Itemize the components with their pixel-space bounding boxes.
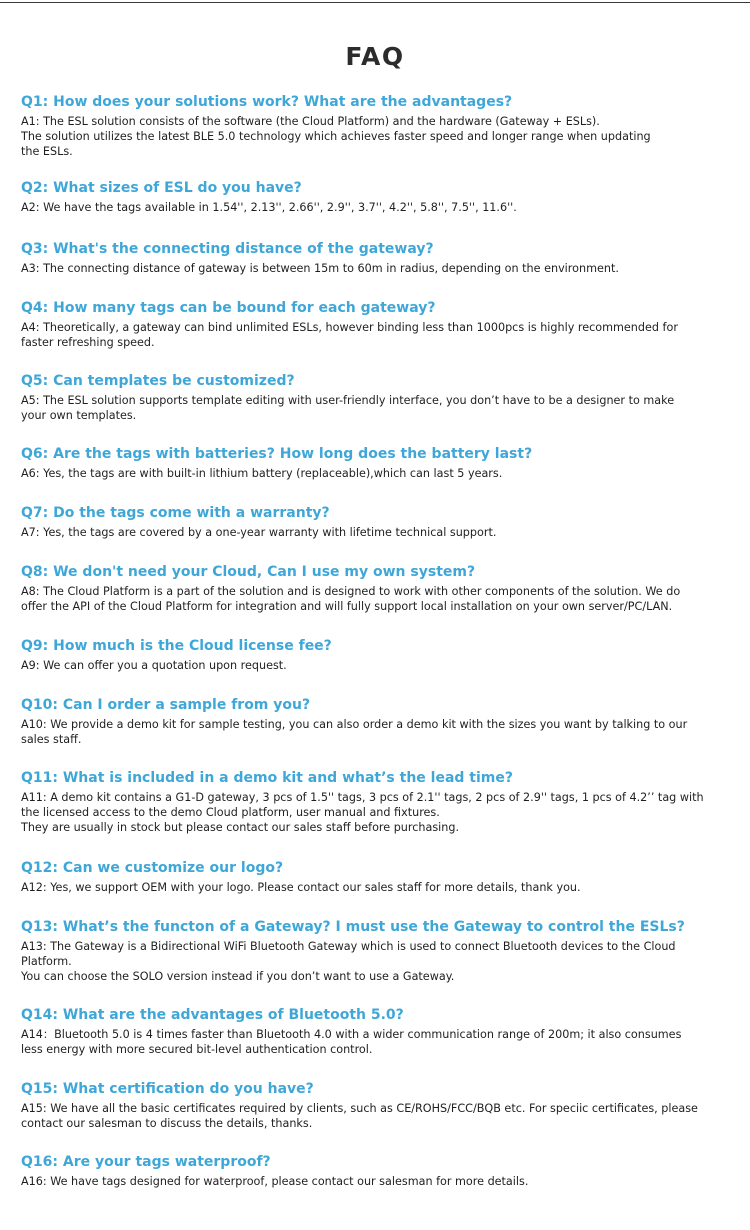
faq-item	[21, 1006, 733, 1057]
faq-answer: A5: The ESL solution supports template editing with user-friendly interface, you don’t have to be a designer to make your own templates.	[21, 394, 675, 422]
faq-item	[21, 504, 733, 540]
faq-item	[21, 299, 733, 350]
faq-question: Q10: Can I order a sample from you?	[21, 697, 311, 713]
faq-question: Q3: What's the connecting distance of the gateway?	[21, 241, 434, 257]
faq-question: Q8: We don't need your Cloud, Can I use my own system?	[21, 564, 476, 580]
faq-answer: A6: Yes, the tags are with built-in lithium battery (replaceable),which can last 5 years.	[21, 467, 503, 480]
faq-question: Q16: Are your tags waterproof?	[21, 1154, 271, 1170]
faq-item	[21, 696, 733, 747]
faq-answer: A1: The ESL solution consists of the software (the Cloud Platform) and the hardware (Gateway + ESLs). The solution utilizes the latest BLE 5.0 technology which achieves faster speed and longer range when updating the ESLs.	[21, 115, 651, 158]
faq-answer: A7: Yes, the tags are covered by a one-year warranty with lifetime technical support.	[21, 526, 497, 539]
faq-item	[21, 918, 733, 984]
faq-question: Q15: What certification do you have?	[21, 1081, 314, 1097]
faq-question: Q1: How does your solutions work? What are the advantages?	[21, 94, 513, 110]
faq-answer: A16: We have tags designed for waterproof, please contact our salesman for more details.	[21, 1175, 529, 1188]
page-title: FAQ	[345, 42, 405, 71]
faq-item	[21, 240, 733, 276]
faq-answer: A10: We provide a demo kit for sample testing, you can also order a demo kit with the sizes you want by talking to our sales staff.	[21, 718, 688, 746]
faq-answer: A11: A demo kit contains a G1-D gateway, 3 pcs of 1.5'' tags, 3 pcs of 2.1'' tags, 2 pcs of 2.9'' tags, 1 pcs of 4.2’’ tag with the licensed access to the demo Cloud platform, user manual and fixtures. They are usually in stock but please contact our sales staff before purchasing.	[21, 791, 704, 834]
faq-answer: A3: The connecting distance of gateway is between 15m to 60m in radius, depending on the environment.	[21, 262, 619, 275]
faq-item	[21, 563, 733, 614]
faq-question: Q14: What are the advantages of Bluetooth 5.0?	[21, 1007, 404, 1023]
faq-answer: A2: We have the tags available in 1.54'', 2.13'', 2.66'', 2.9'', 3.7'', 4.2'', 5.8'', 7.5'', 11.6''.	[21, 201, 517, 214]
faq-question: Q12: Can we customize our logo?	[21, 860, 284, 876]
faq-question: Q13: What’s the functon of a Gateway? I must use the Gateway to control the ESLs?	[21, 919, 685, 935]
top-divider	[0, 2, 750, 3]
faq-question: Q4: How many tags can be bound for each gateway?	[21, 300, 436, 316]
faq-item	[21, 1153, 733, 1189]
faq-answer: A9: We can offer you a quotation upon request.	[21, 659, 287, 672]
faq-item	[21, 445, 733, 481]
faq-answer: A14：Bluetooth 5.0 is 4 times faster than Bluetooth 4.0 with a wider communication range of 200m; it also consumes less energy with more secured bit-level authentication control.	[21, 1028, 682, 1056]
faq-answer: A13: The Gateway is a Bidirectional WiFi Bluetooth Gateway which is used to connect Bluetooth devices to the Cloud Platform. You can choose the SOLO version instead if you don’t want to use a Gateway.	[21, 940, 676, 983]
faq-answer: A8: The Cloud Platform is a part of the solution and is designed to work with other components of the solution. We do offer the API of the Cloud Platform for integration and will fully support local installation on your own server/PC/LAN.	[21, 585, 681, 613]
faq-answer: A4: Theoretically, a gateway can bind unlimited ESLs, however binding less than 1000pcs is highly recommended for faster refreshing speed.	[21, 321, 678, 349]
faq-item	[21, 859, 733, 895]
faq-answer: A12: Yes, we support OEM with your logo. Please contact our sales staff for more details, thank you.	[21, 881, 581, 894]
faq-question: Q6: Are the tags with batteries? How long does the battery last?	[21, 446, 533, 462]
faq-question: Q5: Can templates be customized?	[21, 373, 295, 389]
faq-item	[21, 372, 733, 423]
faq-question: Q9: How much is the Cloud license fee?	[21, 638, 332, 654]
faq-item	[21, 93, 733, 159]
faq-question: Q11: What is included in a demo kit and what’s the lead time?	[21, 770, 513, 786]
faq-item	[21, 769, 733, 835]
faq-question: Q2: What sizes of ESL do you have?	[21, 180, 302, 196]
faq-item	[21, 637, 733, 673]
faq-item	[21, 1080, 733, 1131]
faq-question: Q7: Do the tags come with a warranty?	[21, 505, 330, 521]
faq-answer: A15: We have all the basic certificates required by clients, such as CE/ROHS/FCC/BQB etc. For speciic certificates, please contact our salesman to discuss the details, thanks.	[21, 1102, 698, 1130]
faq-item	[21, 179, 733, 215]
